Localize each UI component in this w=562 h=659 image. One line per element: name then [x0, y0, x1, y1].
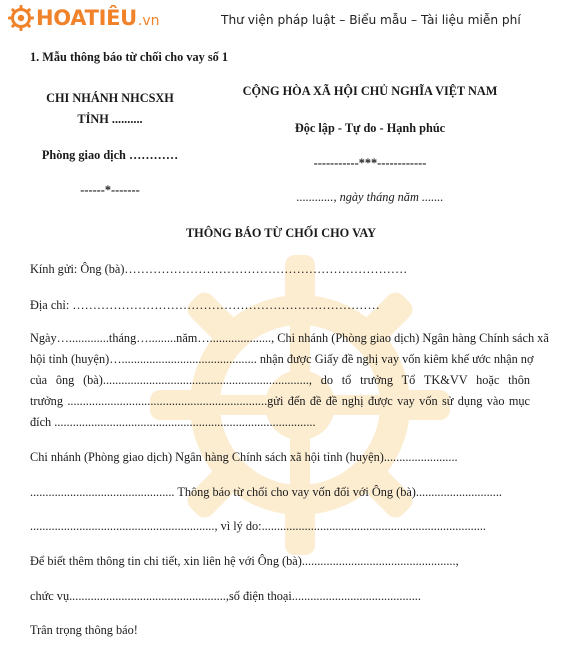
left-divider: ------*-------: [80, 183, 140, 197]
date-line: ............, ngày tháng năm .......: [296, 190, 444, 204]
paragraph-3: ............................................................, vì lý do:.........................................................................: [30, 519, 487, 533]
paragraph-1-line-1: Ngày….............tháng….........năm…...................., Chi nhánh (Phòng giao dịch) Ngân hàng Chính sách xã: [30, 331, 549, 345]
logo-text: HOATIÊU: [36, 6, 137, 30]
section-title: 1. Mẫu thông báo từ chối cho vay số 1: [30, 50, 228, 64]
org-name: CHI NHÁNH NHCSXH: [46, 91, 174, 105]
address-line: Địa chỉ: …………………………………………………………………: [30, 298, 380, 312]
closing-line: Trân trọng thông báo!: [30, 623, 138, 637]
logo-suffix: .vn: [137, 12, 160, 29]
paragraph-4-line-1: Để biết thêm thông tin chi tiết, xin liên hệ với Ông (bà)..................................................,: [30, 554, 459, 568]
paragraph-1-line-5: đích .....................................................................................: [30, 415, 316, 429]
org-office: Phòng giao dịch …………: [41, 148, 179, 162]
document-title: THÔNG BÁO TỪ CHỐI CHO VAY: [185, 226, 377, 240]
paragraph-1-line-3: của ông (bà)..................................................................., do tổ trưởng Tổ TK&VV hoặc thôn: [30, 373, 530, 387]
site-tagline: Thư viện pháp luật – Biểu mẫu – Tài liệu miễn phí: [221, 13, 521, 27]
country-name: CỘNG HÒA XÃ HỘI CHỦ NGHĨA VIỆT NAM: [242, 84, 498, 98]
paragraph-2-line-2: ............................................... Thông báo từ chối cho vay vốn đối với Ông (bà)............................: [30, 485, 502, 499]
paragraph-2-line-1: Chi nhánh (Phòng giao dịch) Ngân hàng Chính sách xã hội tỉnh (huyện)........................: [30, 450, 458, 464]
paragraph-1-line-2: hội tỉnh (huyện)…............................................ nhận được Giấy đề nghị vay vốn kiêm khế ước nhận nợ: [30, 352, 534, 366]
national-motto: Độc lập - Tự do - Hạnh phúc: [294, 121, 446, 135]
right-divider: -----------***------------: [313, 156, 427, 170]
org-province: TỈNH ..........: [77, 112, 143, 126]
greeting-line: Kính gửi: Ông (bà)……………………………………………………………: [30, 262, 408, 276]
paragraph-4-line-2: chức vụ...................................................,số điện thoại..........................................: [30, 589, 421, 603]
paragraph-1-line-4: trưởng .................................................................gửi đến đề đề nghị được vay vốn sử dụng vào mục: [30, 394, 530, 408]
